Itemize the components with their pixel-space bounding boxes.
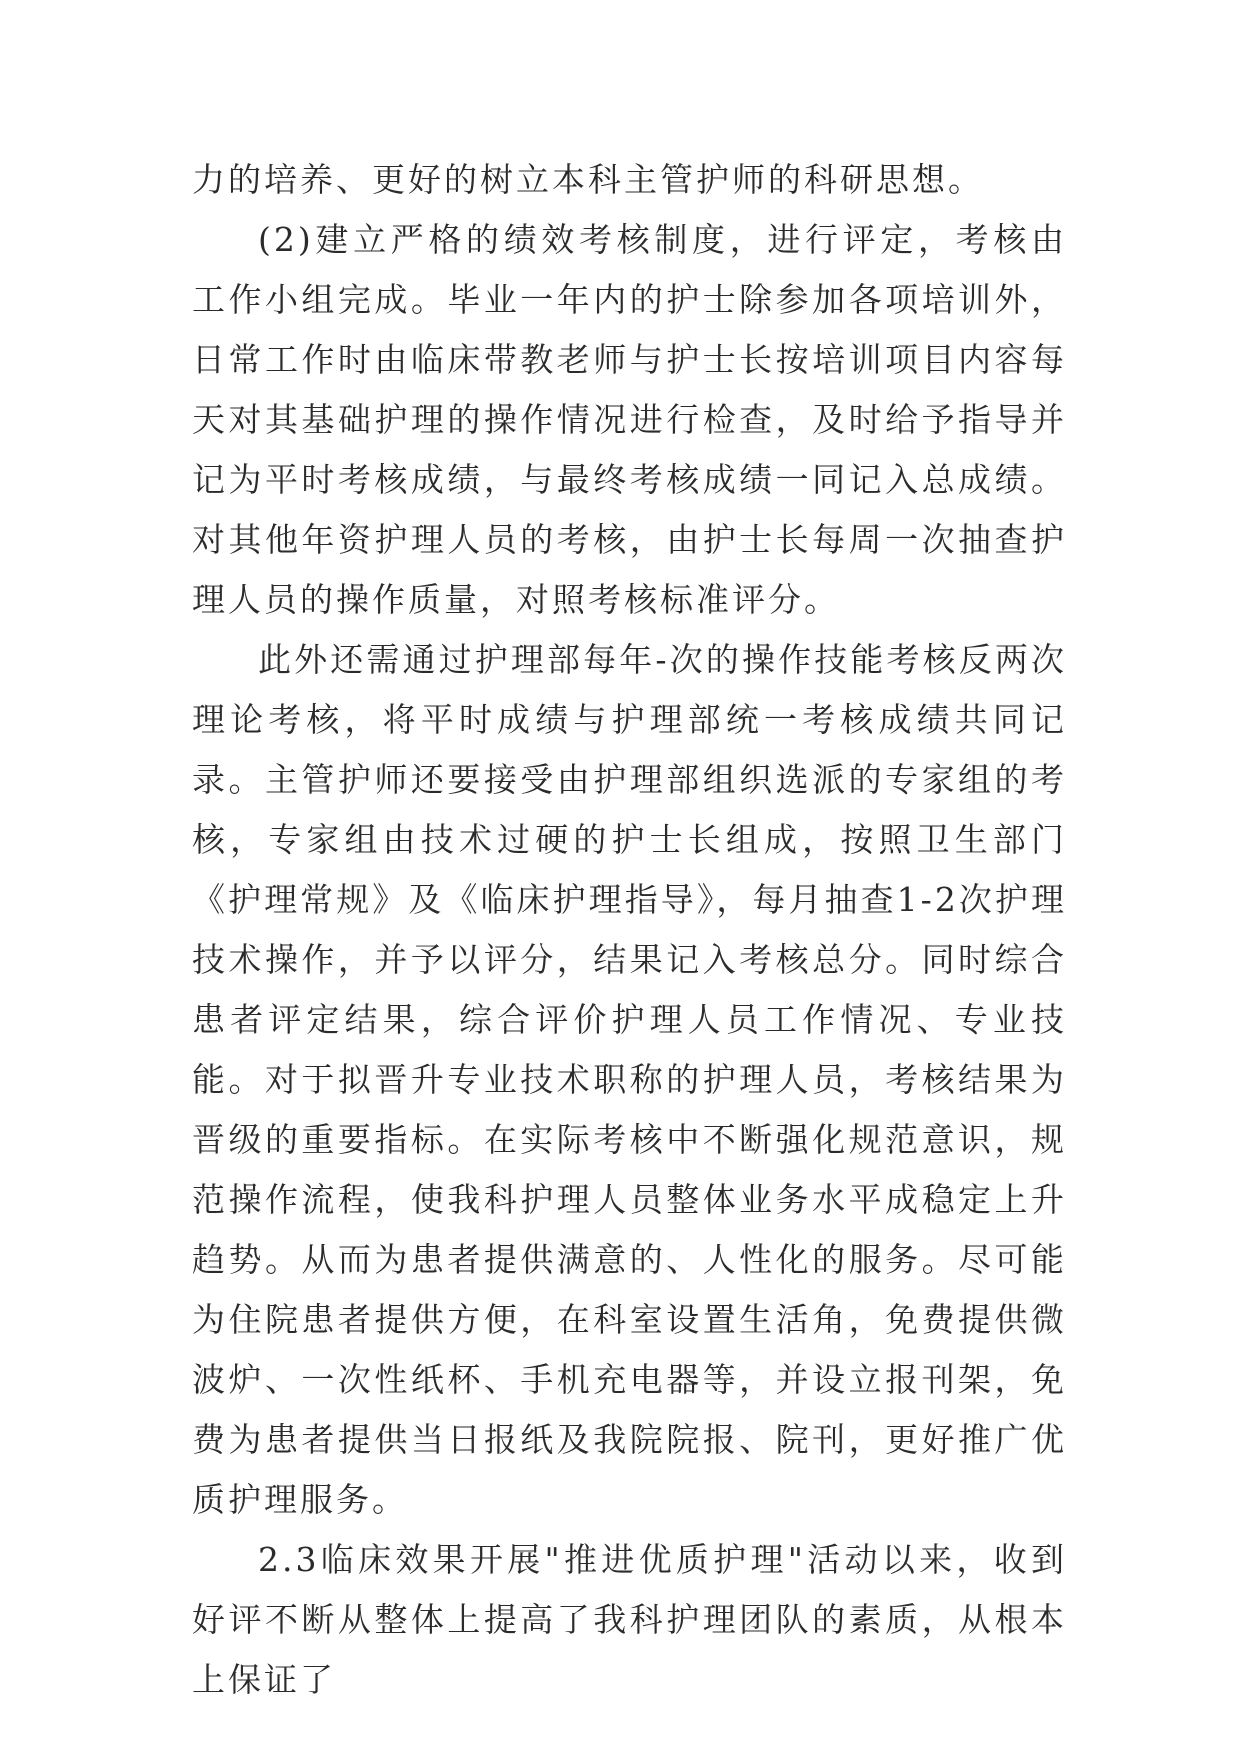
- paragraph-2: (2)建立严格的绩效考核制度，进行评定，考核由工作小组完成。毕业一年内的护士除参加各项培训外，日常工作时由临床带教老师与护士长按培训项目内容每天对其基础护理的操作情况进行检查，及时给予指导并记为平时考核成绩，与最终考核成绩一同记入总成绩。对其他年资护理人员的考核，由护士长每周一次抽查护理人员的操作质量，对照考核标准评分。: [192, 220, 1067, 619]
- paragraph-1: 力的培养、更好的树立本科主管护师的科研思想。: [192, 160, 984, 199]
- document-body: [192, 150, 1067, 1710]
- paragraph-3: 此外还需通过护理部每年-次的操作技能考核反两次理论考核，将平时成绩与护理部统一考核成绩共同记录。主管护师还要接受由护理部组织选派的专家组的考核，专家组由技术过硬的护士长组成，按照卫生部门《护理常规》及《临床护理指导》，每月抽查1-2次护理技术操作，并予以评分，结果记入考核总分。同时综合患者评定结果，综合评价护理人员工作情况、专业技能。对于拟晋升专业技术职称的护理人员，考核结果为晋级的重要指标。在实际考核中不断强化规范意识，规范操作流程，使我科护理人员整体业务水平成稳定上升趋势。从而为患者提供满意的、人性化的服务。尽可能为住院患者提供方便，在科室设置生活角，免费提供微波炉、一次性纸杯、手机充电器等，并设立报刊架，免费为患者提供当日报纸及我院院报、院刊，更好推广优质护理服务。: [192, 640, 1067, 1519]
- paragraph-4: 2.3临床效果开展"推进优质护理"活动以来，收到好评不断从整体上提高了我科护理团队的素质，从根本上保证了: [192, 1540, 1067, 1699]
